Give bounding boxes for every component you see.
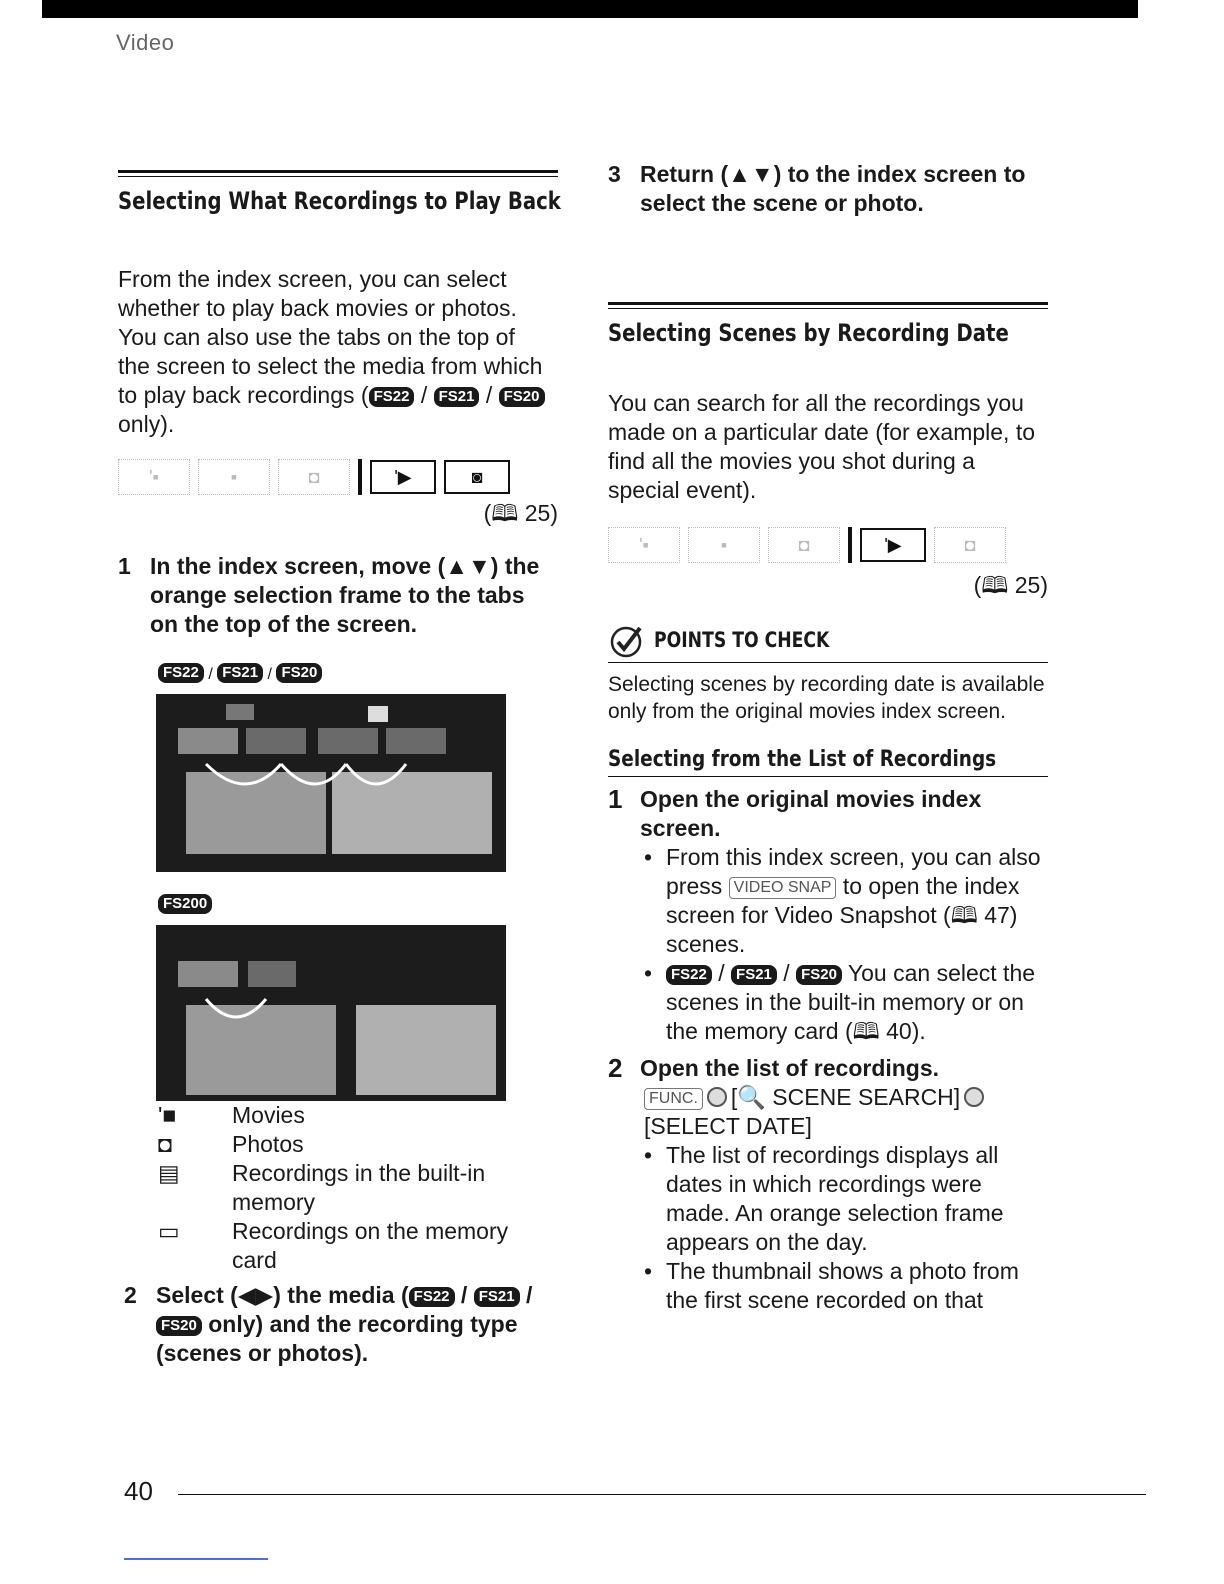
fs22-badge: FS22 bbox=[369, 387, 415, 407]
menu-path: FUNC. [🔍 SCENE SEARCH] [SELECT DATE] bbox=[608, 1083, 1048, 1141]
page-number: 40 bbox=[124, 1476, 153, 1506]
sub-step-1-bullets bbox=[608, 843, 1048, 1046]
step-3: 3 Return (▲▼) to the index screen to select the scene or photo. bbox=[608, 161, 1026, 216]
list-item: • FS22 / FS21 / FS20 You can select the scenes in the built-in memory or on the memory card (🕮 40). bbox=[644, 960, 1036, 1044]
subheading-block bbox=[608, 747, 1048, 777]
video-snap-button: VIDEO SNAP bbox=[729, 877, 837, 899]
fs20-badge: FS20 bbox=[499, 387, 545, 407]
tab-movies-dim-2: ▪ bbox=[688, 527, 760, 563]
list-item: • The thumbnail shows a photo from the first scene recorded on that bbox=[644, 1258, 1019, 1313]
points-to-check: POINTS TO CHECK bbox=[608, 622, 1048, 663]
func-button: FUNC. bbox=[644, 1088, 703, 1110]
joystick-icon bbox=[707, 1087, 727, 1107]
right-column bbox=[608, 160, 1048, 1315]
section-label: Video bbox=[116, 30, 175, 55]
left-intro: From the index screen, you can select whether to play back movies or photos. You can also use the tabs on the top of the screen to select the media from which to play back recordings ( FS22 / FS21 / FS20 only). bbox=[118, 265, 548, 439]
footer-link-line bbox=[124, 1558, 268, 1560]
tab-photo-dim-2: ◘ bbox=[934, 527, 1006, 563]
ref-page: (🕮 25) bbox=[483, 500, 558, 526]
index-tabs bbox=[118, 457, 558, 497]
fs21-badge: FS21 bbox=[434, 387, 480, 407]
step-2: 2 Select (◀▶) the media ( FS22 / FS21 / FS20 only) and the recording type (scenes or photos). bbox=[124, 1282, 533, 1366]
tab-movies-dim: '▪ bbox=[608, 527, 680, 563]
tab-movies-dim: '▪ bbox=[118, 459, 190, 495]
sub-step-2-bullets bbox=[608, 1141, 1048, 1315]
right-heading: Selecting Scenes by Recording Date bbox=[608, 319, 1009, 347]
list-item: • From this index screen, you can also press VIDEO SNAP to open the index screen for Video Snapshot (🕮 47) scenes. bbox=[644, 844, 1041, 957]
left-column bbox=[118, 170, 561, 1368]
tab-photo-icon: ◙ bbox=[444, 460, 510, 494]
left-heading: Selecting What Recordings to Play Back bbox=[118, 187, 561, 215]
tab-photo-dim: ◘ bbox=[278, 459, 350, 495]
tab-separator bbox=[358, 459, 362, 495]
heading-rule-right bbox=[608, 302, 1048, 309]
built-in-memory-icon: ▤ bbox=[158, 1160, 180, 1186]
tab-separator bbox=[848, 527, 852, 563]
top-bar bbox=[42, 0, 1138, 18]
model-fs200: FS200 bbox=[158, 894, 558, 915]
icon-legend: '■ Movies ◘ Photos ▤ Recordings in the built-in memory ▭ Recordings on the memory card bbox=[158, 1102, 509, 1273]
right-intro: You can search for all the recordings you made on a particular date (for example, to find all the movies you shot during a special event). bbox=[608, 390, 1036, 503]
sub-step-1: 1 Open the original movies index screen. bbox=[608, 784, 982, 841]
tab-movies-icon: '▶ bbox=[860, 528, 926, 562]
photos-icon: ◘ bbox=[158, 1131, 172, 1157]
index-tabs-right bbox=[608, 525, 1048, 565]
joystick-icon bbox=[964, 1087, 984, 1107]
tab-movies-dim-2: ▪ bbox=[198, 459, 270, 495]
ref-page-right: (🕮 25) bbox=[973, 572, 1048, 598]
tab-photo-dim: ◘ bbox=[768, 527, 840, 563]
tab-movies-icon: '▶ bbox=[370, 460, 436, 494]
sub-step-2: 2 Open the list of recordings. bbox=[608, 1053, 940, 1083]
list-item: • The list of recordings displays all dates in which recordings were made. An orange selection frame appears on the day. bbox=[644, 1142, 1004, 1255]
list-subheading: Selecting from the List of Recordings bbox=[608, 747, 997, 772]
screen-illustration-fs200 bbox=[156, 925, 506, 1101]
models-line: FS22 / FS21 / FS20 bbox=[158, 663, 558, 684]
screen-illustration-fs22 bbox=[156, 694, 506, 872]
heading-rule bbox=[118, 170, 558, 177]
footer-rule bbox=[178, 1494, 1146, 1495]
memory-card-icon: ▭ bbox=[158, 1218, 180, 1244]
points-text: Selecting scenes by recording date is available only from the original movies index screen. bbox=[608, 673, 1045, 723]
checklist-icon bbox=[608, 622, 648, 658]
movies-icon: '■ bbox=[158, 1102, 177, 1128]
step-1: 1 In the index screen, move (▲▼) the orange selection frame to the tabs on the top of the screen. bbox=[118, 553, 540, 637]
